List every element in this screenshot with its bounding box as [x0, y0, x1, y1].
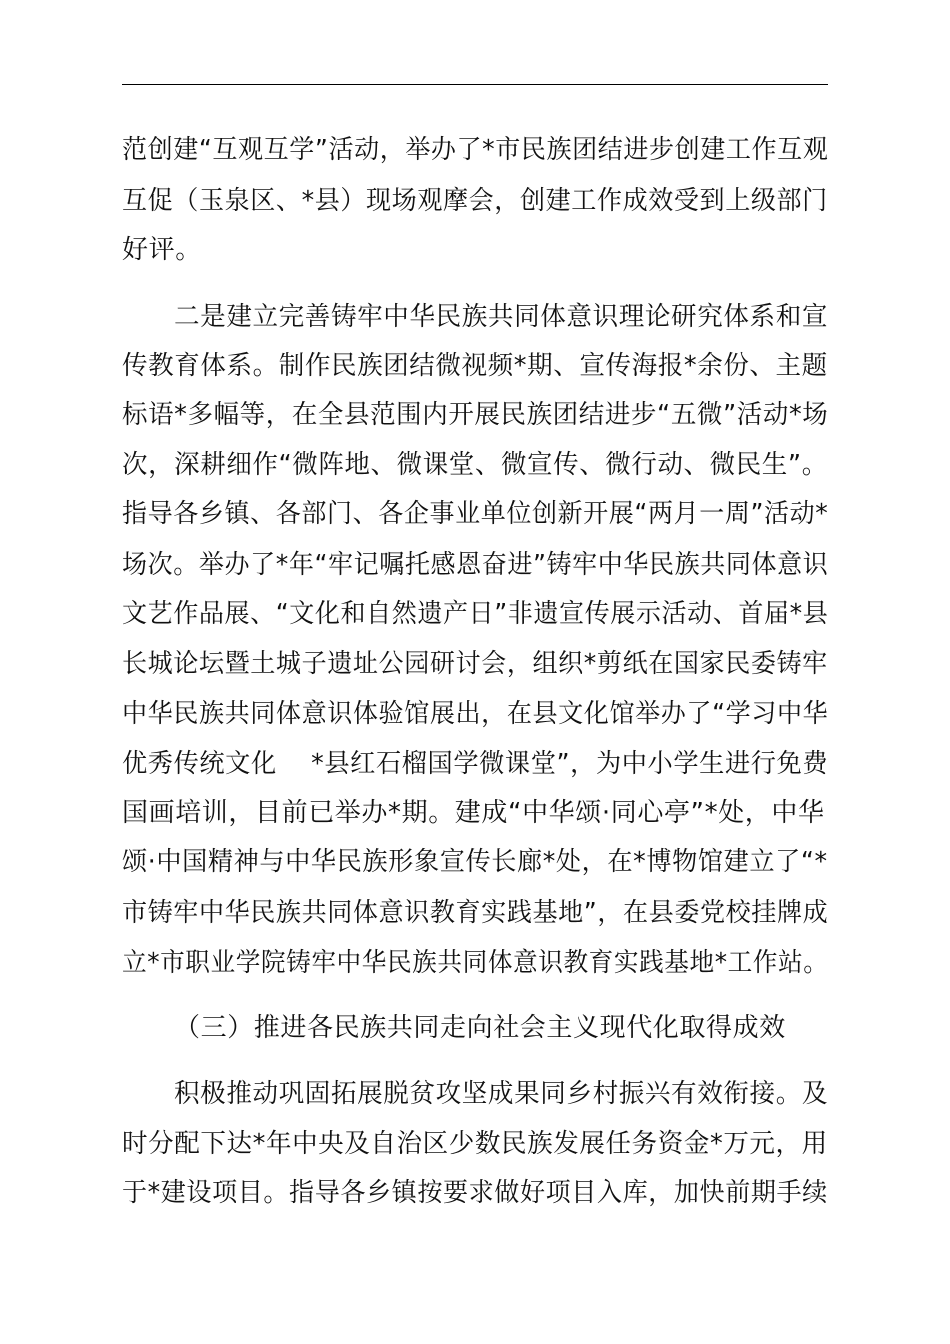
paragraph-first-line: 二是建立完善铸牢中华民族共同体意识理论研究体系和宣	[174, 302, 829, 332]
text-line: 立*市职业学院铸牢中华民族共同体意识教育实践基地*工作站。	[122, 948, 829, 978]
text-line: 次，深耕细作“微阵地、微课堂、微宣传、微行动、微民生”。	[122, 450, 828, 480]
text-line: 市铸牢中华民族共同体意识教育实践基地”，在县委党校挂牌成	[122, 898, 829, 928]
text-line: 场次。举办了*年“牢记嘱托感恩奋进”铸牢中华民族共同体意识	[122, 550, 829, 580]
header-rule	[122, 84, 828, 85]
text-line: 传教育体系。制作民族团结微视频*期、宣传海报*余份、主题	[122, 351, 828, 381]
text-line: 标语*多幅等，在全县范围内开展民族团结进步“五微”活动*场	[122, 400, 829, 430]
text-line: 长城论坛暨土城子遗址公园研讨会，组织*剪纸在国家民委铸牢	[122, 649, 828, 679]
text-line: 于*建设项目。指导各乡镇按要求做好项目入库，加快前期手续	[122, 1178, 828, 1208]
text-line: 文艺作品展、“文化和自然遗产日”非遗宣传展示活动、首届*县	[122, 599, 829, 629]
text-line: 优秀传统文化 *县红石榴国学微课堂”，为中小学生进行免费	[122, 749, 829, 779]
text-line: 中华民族共同体意识体验馆展出，在县文化馆举办了“学习中华	[122, 699, 829, 729]
text-line: 指导各乡镇、各部门、各企事业单位创新开展“两月一周”活动*	[122, 499, 829, 529]
text-line: 国画培训，目前已举办*期。建成“中华颂·同心亭”*处，中华	[122, 798, 825, 828]
text-line: 颂·中国精神与中华民族形象宣传长廊*处，在*博物馆建立了“*	[122, 847, 828, 877]
text-line: 互促（玉泉区、*县）现场观摩会，创建工作成效受到上级部门	[122, 186, 828, 216]
paragraph-first-line: 积极推动巩固拓展脱贫攻坚成果同乡村振兴有效衔接。及	[174, 1079, 829, 1109]
text-line: 时分配下达*年中央及自治区少数民族发展任务资金*万元，用	[122, 1129, 828, 1159]
text-line: 范创建“互观互学”活动，举办了*市民族团结进步创建工作互观	[122, 135, 829, 165]
section-heading: （三）推进各民族共同走向社会主义现代化取得成效	[174, 1013, 786, 1043]
text-line: 好评。	[122, 235, 202, 265]
